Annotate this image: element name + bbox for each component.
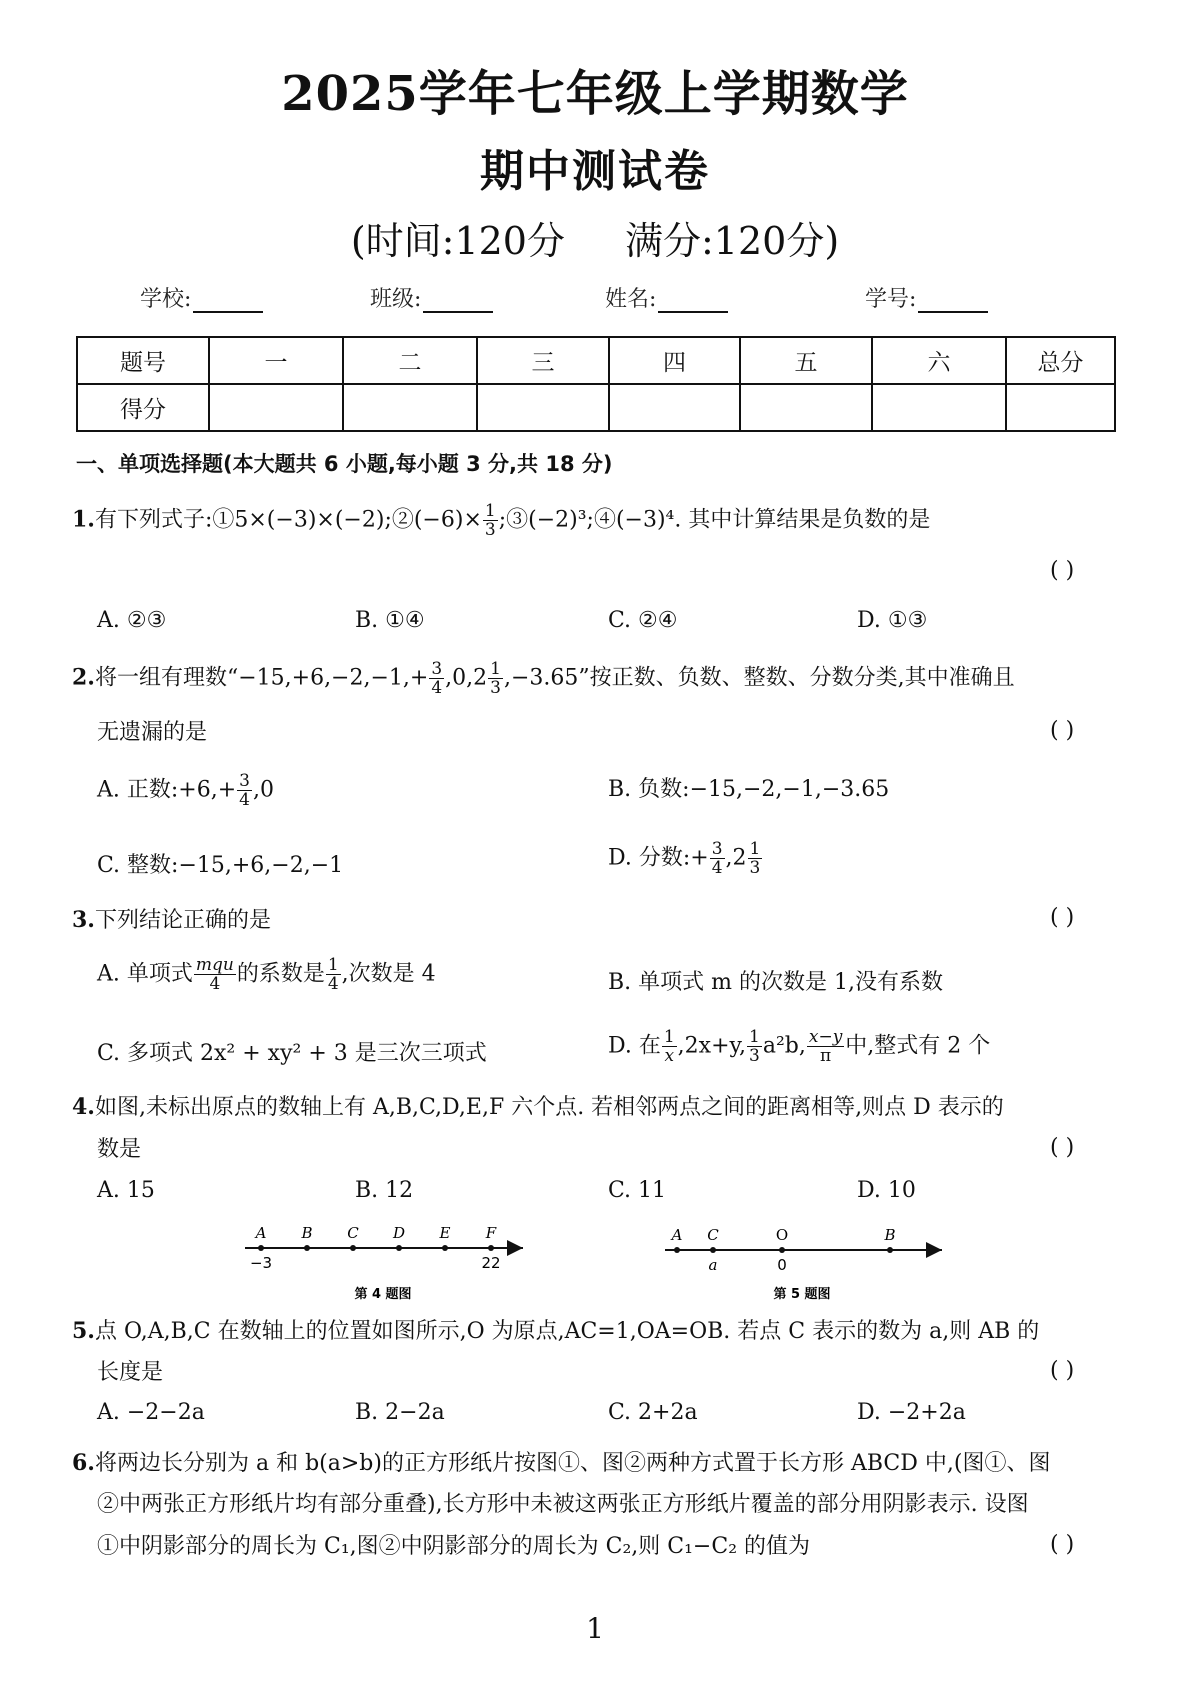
option-c[interactable]: C. 多项式 2x² + xy² + 3 是三次三项式	[97, 1041, 487, 1066]
name-label: 姓名:	[605, 287, 657, 312]
option-d[interactable]: D. −2+2a	[857, 1400, 966, 1425]
point-d	[396, 1245, 402, 1251]
option-c[interactable]: C. ②④	[608, 608, 678, 633]
point-c	[710, 1247, 716, 1253]
question-text: 如图,未标出原点的数轴上有 A,B,C,D,E,F 六个点. 若相邻两点之间的距离相等,则点 D 表示的	[94, 1095, 1004, 1120]
point-label: B	[884, 1226, 896, 1244]
score-cell[interactable]	[872, 384, 1006, 431]
question-text: 长度是	[97, 1360, 164, 1385]
point-label: C	[707, 1226, 719, 1244]
answer-blank[interactable]: ( )	[1050, 905, 1075, 930]
point-f	[488, 1245, 494, 1251]
option-b[interactable]: B. 单项式 m 的次数是 1,没有系数	[608, 970, 943, 995]
answer-blank[interactable]: ( )	[1050, 718, 1075, 743]
fraction: $\frac{1}{3}$	[484, 501, 496, 540]
exam-subtitle: 期中测试卷	[480, 146, 710, 197]
point-label: A	[255, 1224, 267, 1242]
score-cell[interactable]	[209, 384, 343, 431]
question-text: 有下列式子:①5×(−3)×(−2);②(−6)×	[94, 507, 482, 533]
score-header-cell: 一	[209, 337, 343, 384]
point-c	[350, 1245, 356, 1251]
option-c[interactable]: C. 11	[608, 1178, 667, 1203]
option-a[interactable]: A. 单项式 $\frac{\text{mqu}}{4}$ 的系数是 $\frac{1}{4}$ ,次数是 4	[97, 955, 436, 994]
answer-blank[interactable]: ( )	[1050, 1135, 1075, 1160]
question-text: 将一组有理数“−15,+6,−2,−1,+	[94, 665, 429, 691]
figure-caption: 第 5 题图	[773, 1287, 831, 1302]
name-field[interactable]	[605, 282, 728, 313]
point-label: C	[347, 1224, 359, 1242]
option-b[interactable]: B. 2−2a	[355, 1400, 445, 1425]
point-o	[779, 1247, 785, 1253]
question-text: ,0,2	[445, 665, 488, 691]
question-2	[72, 660, 1015, 697]
answer-blank[interactable]: ( )	[1050, 1358, 1075, 1383]
option-a[interactable]: A. 15	[97, 1178, 155, 1203]
option-d[interactable]: D. ①③	[857, 608, 928, 633]
score-cell[interactable]	[1006, 384, 1115, 431]
point-a	[258, 1245, 264, 1251]
option-d[interactable]: D. 分数:+ $\frac{3}{4}$ ,2 $\frac{1}{3}$	[608, 839, 761, 878]
exam-time: (时间:120分	[350, 219, 565, 263]
question-text: ;③(−2)³;④(−3)⁴. 其中计算结果是负数的是	[498, 507, 931, 533]
class-field[interactable]	[370, 282, 493, 313]
point-label: D	[392, 1224, 406, 1242]
score-header-cell: 总分	[1006, 337, 1115, 384]
score-header-cell: 五	[740, 337, 872, 384]
option-a[interactable]: A. ②③	[97, 608, 167, 633]
score-header-cell: 三	[477, 337, 609, 384]
class-label: 班级:	[370, 287, 422, 312]
score-row-label: 得分	[77, 384, 209, 431]
option-a[interactable]: A. −2−2a	[97, 1400, 205, 1425]
fraction: $\frac{1}{3}$	[490, 659, 501, 698]
option-b[interactable]: B. 负数:−15,−2,−1,−3.65	[608, 777, 890, 802]
point-label: O	[775, 1226, 789, 1244]
question-number: 3.	[72, 907, 95, 933]
answer-blank[interactable]: ( )	[1050, 1532, 1075, 1557]
option-a[interactable]: A. 正数:+6,+ $\frac{3}{4}$ ,0	[97, 771, 274, 810]
question-3	[72, 905, 271, 936]
point-b	[887, 1247, 893, 1253]
school-label: 学校:	[140, 287, 192, 312]
option-c[interactable]: C. 整数:−15,+6,−2,−1	[97, 853, 344, 878]
point-label: A	[671, 1226, 683, 1244]
exam-full-score: 满分:120分)	[625, 219, 840, 263]
point-label: E	[439, 1224, 451, 1242]
question-number: 1.	[72, 506, 95, 533]
tick-label: −3	[249, 1254, 273, 1272]
score-table-header-row	[77, 337, 1115, 384]
tick-label: a	[708, 1256, 718, 1274]
figure-5-number-line	[660, 1220, 950, 1310]
question-text: ,−3.65”按正数、负数、整数、分数分类,其中准确且	[503, 665, 1015, 691]
score-header-cell: 六	[872, 337, 1006, 384]
figure-caption: 第 4 题图	[354, 1287, 412, 1302]
option-c[interactable]: C. 2+2a	[608, 1400, 698, 1425]
school-field[interactable]	[140, 282, 263, 313]
tick-label: 0	[777, 1256, 787, 1274]
exam-title: 2025学年七年级上学期数学	[281, 66, 909, 122]
question-number: 4.	[72, 1094, 95, 1120]
point-e	[442, 1245, 448, 1251]
score-header-cell: 题号	[77, 337, 209, 384]
question-text: 将两边长分别为 a 和 b(a>b)的正方形纸片按图①、图②两种方式置于长方形 ABCD 中,(图①、图	[94, 1451, 1051, 1476]
exam-time-score	[0, 210, 1190, 265]
figure-4-number-line	[235, 1220, 535, 1310]
option-b[interactable]: B. ①④	[355, 608, 425, 633]
section-heading: 一、单项选择题(本大题共 6 小题,每小题 3 分,共 18 分)	[76, 452, 613, 476]
point-b	[304, 1245, 310, 1251]
score-cell[interactable]	[477, 384, 609, 431]
question-6	[72, 1448, 1050, 1479]
question-text: 无遗漏的是	[97, 720, 208, 745]
option-d[interactable]: D. 在 $\frac{1}{x}$ ,2x+y, $\frac{1}{3}$ a²b, $\frac{x-y}{\pi}$ 中,整式有 2 个	[608, 1027, 991, 1066]
score-table-score-row	[77, 384, 1115, 431]
score-table	[76, 336, 1116, 432]
question-5	[72, 1316, 1039, 1347]
option-d[interactable]: D. 10	[857, 1178, 916, 1203]
student-id-label: 学号:	[865, 287, 917, 312]
question-text: 数是	[97, 1137, 142, 1162]
score-header-cell: 四	[609, 337, 740, 384]
score-header-cell: 二	[343, 337, 477, 384]
question-4	[72, 1092, 1004, 1123]
point-label: F	[485, 1224, 497, 1242]
score-cell[interactable]	[343, 384, 477, 431]
answer-blank[interactable]: ( )	[1050, 558, 1075, 583]
page-number: 1	[586, 1612, 604, 1645]
score-cell[interactable]	[609, 384, 740, 431]
score-cell[interactable]	[740, 384, 872, 431]
question-number: 2.	[72, 664, 95, 691]
question-number: 5.	[72, 1318, 95, 1344]
question-text: ②中两张正方形纸片均有部分重叠),长方形中未被这两张正方形纸片覆盖的部分用阴影表示. 设图	[97, 1492, 1029, 1517]
fraction: $\frac{3}{4}$	[431, 659, 443, 698]
question-text: ①中阴影部分的周长为 C₁,图②中阴影部分的周长为 C₂,则 C₁−C₂ 的值为	[97, 1534, 811, 1559]
tick-label: 22	[481, 1254, 501, 1272]
question-1	[72, 502, 930, 539]
question-number: 6.	[72, 1450, 95, 1476]
option-b[interactable]: B. 12	[355, 1178, 414, 1203]
question-text: 下列结论正确的是	[94, 908, 271, 933]
point-a	[674, 1247, 680, 1253]
point-label: B	[301, 1224, 313, 1242]
question-text: 点 O,A,B,C 在数轴上的位置如图所示,O 为原点,AC=1,OA=OB. 若点 C 表示的数为 a,则 AB 的	[94, 1319, 1040, 1344]
student-id-field[interactable]	[865, 282, 988, 313]
